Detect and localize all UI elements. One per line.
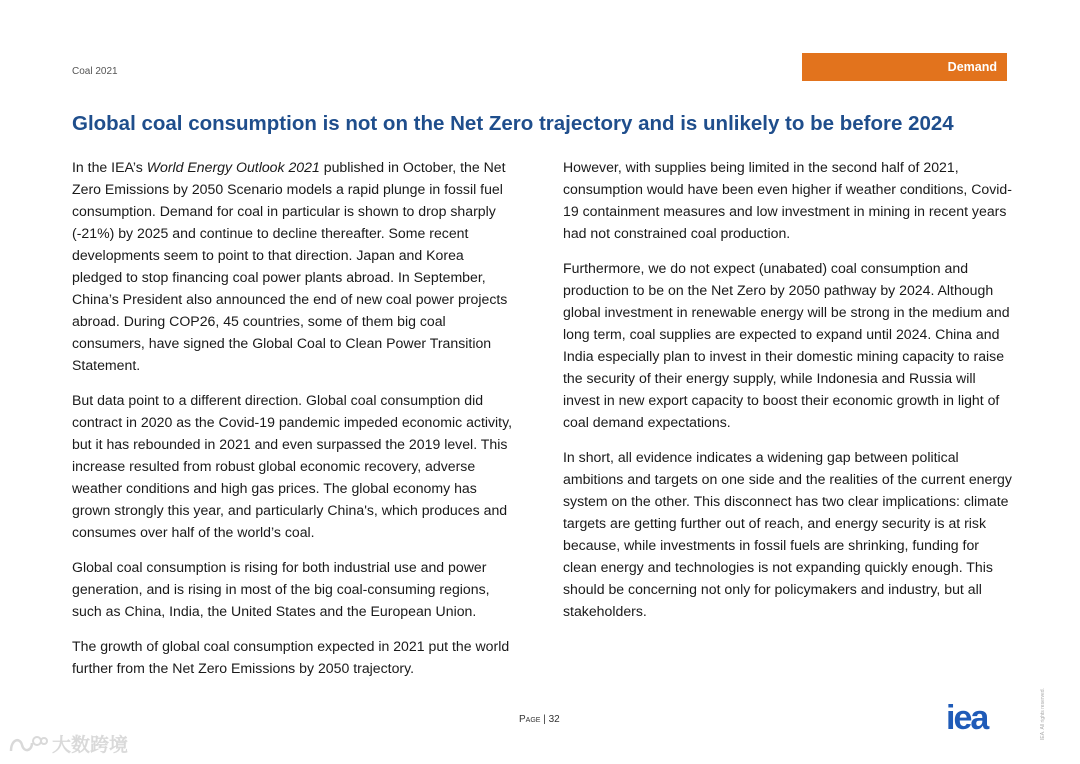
left-p1-lead: In the IEA’s: [72, 159, 147, 175]
right-paragraph-3: In short, all evidence indicates a widening gap between political ambitions and targets on one side and the realities of the current energy system on the other. This disconnect has two clear implications: climate targets are getting further out of reach, and energy security is at risk because, while investments in fossil fuels are shrinking, funding for clean energy and technologies is not expanding quickly enough. This should be concerning not only for policymakers and industry, but all stakeholders.: [563, 449, 1012, 619]
left-column: [72, 156, 517, 692]
left-paragraph-4: The growth of global coal consumption expected in 2021 put the world further from the Net Zero Emissions by 2050 trajectory.: [72, 638, 510, 676]
page-separator: |: [540, 714, 549, 725]
left-paragraph-3: Global coal consumption is rising for both industrial use and power generation, and is rising in most of the big coal-consuming regions, such as China, India, the United States and the European Union.: [72, 559, 490, 619]
document-label: Coal 2021: [72, 66, 118, 77]
page-number-value: 32: [548, 714, 560, 725]
watermark-logo-icon: [8, 733, 48, 755]
report-title-emphasis: World Energy Outlook 2021: [146, 159, 320, 175]
page-label: Page: [519, 714, 541, 725]
left-p1-body: published in October, the Net Zero Emissions by 2050 Scenario models a rapid plunge in fossil fuel consumption. Demand for coal in particular is shown to drop sharply (-21%) by 2025 and continue to decline thereafter. Some recent developments seem to point to that direction. Japan and Korea pledged to stop financing coal power plants abroad. In September, China’s President also announced the end of new coal power projects abroad. During COP26, 45 countries, some of them big coal consumers, have signed the Global Coal to Clean Power Transition Statement.: [72, 159, 508, 373]
right-paragraph-1: However, with supplies being limited in the second half of 2021, consumption would have been even higher if weather conditions, Covid-19 containment measures and low investment in mining in recent years had not constrained coal production.: [563, 159, 1012, 241]
iea-logo: iea: [946, 699, 988, 737]
right-paragraph-2: Furthermore, we do not expect (unabated) coal consumption and production to be on the Net Zero by 2050 pathway by 2024. Although global investment in renewable energy will be strong in the medium and long term, coal supplies are expected to expand until 2024. China and India especially plan to invest in their domestic mining capacity to raise the security of their energy supply, while Indonesia and Russia will invest in new export capacity to boost their economic growth in light of coal demand expectations.: [563, 260, 1010, 430]
section-tab: Demand: [802, 53, 1007, 81]
watermark: [8, 730, 128, 757]
right-column: [563, 156, 1013, 635]
left-paragraph-1: [72, 156, 517, 376]
watermark-text: 大数跨境: [52, 735, 129, 756]
rights-notice: IEA. All rights reserved.: [1040, 688, 1046, 740]
page-title: Global coal consumption is not on the Net Zero trajectory and is unlikely to be before 2024: [72, 112, 954, 135]
page-number: [519, 714, 560, 725]
left-paragraph-2: But data point to a different direction. Global coal consumption did contract in 2020 as the Covid-19 pandemic impeded economic activity, but it has rebounded in 2021 and even surpassed the 2019 level. This increase resulted from robust global economic recovery, adverse weather conditions and high gas prices. The global economy has grown strongly this year, and particularly China's, which produces and consumes over half of the world’s coal.: [72, 392, 513, 540]
